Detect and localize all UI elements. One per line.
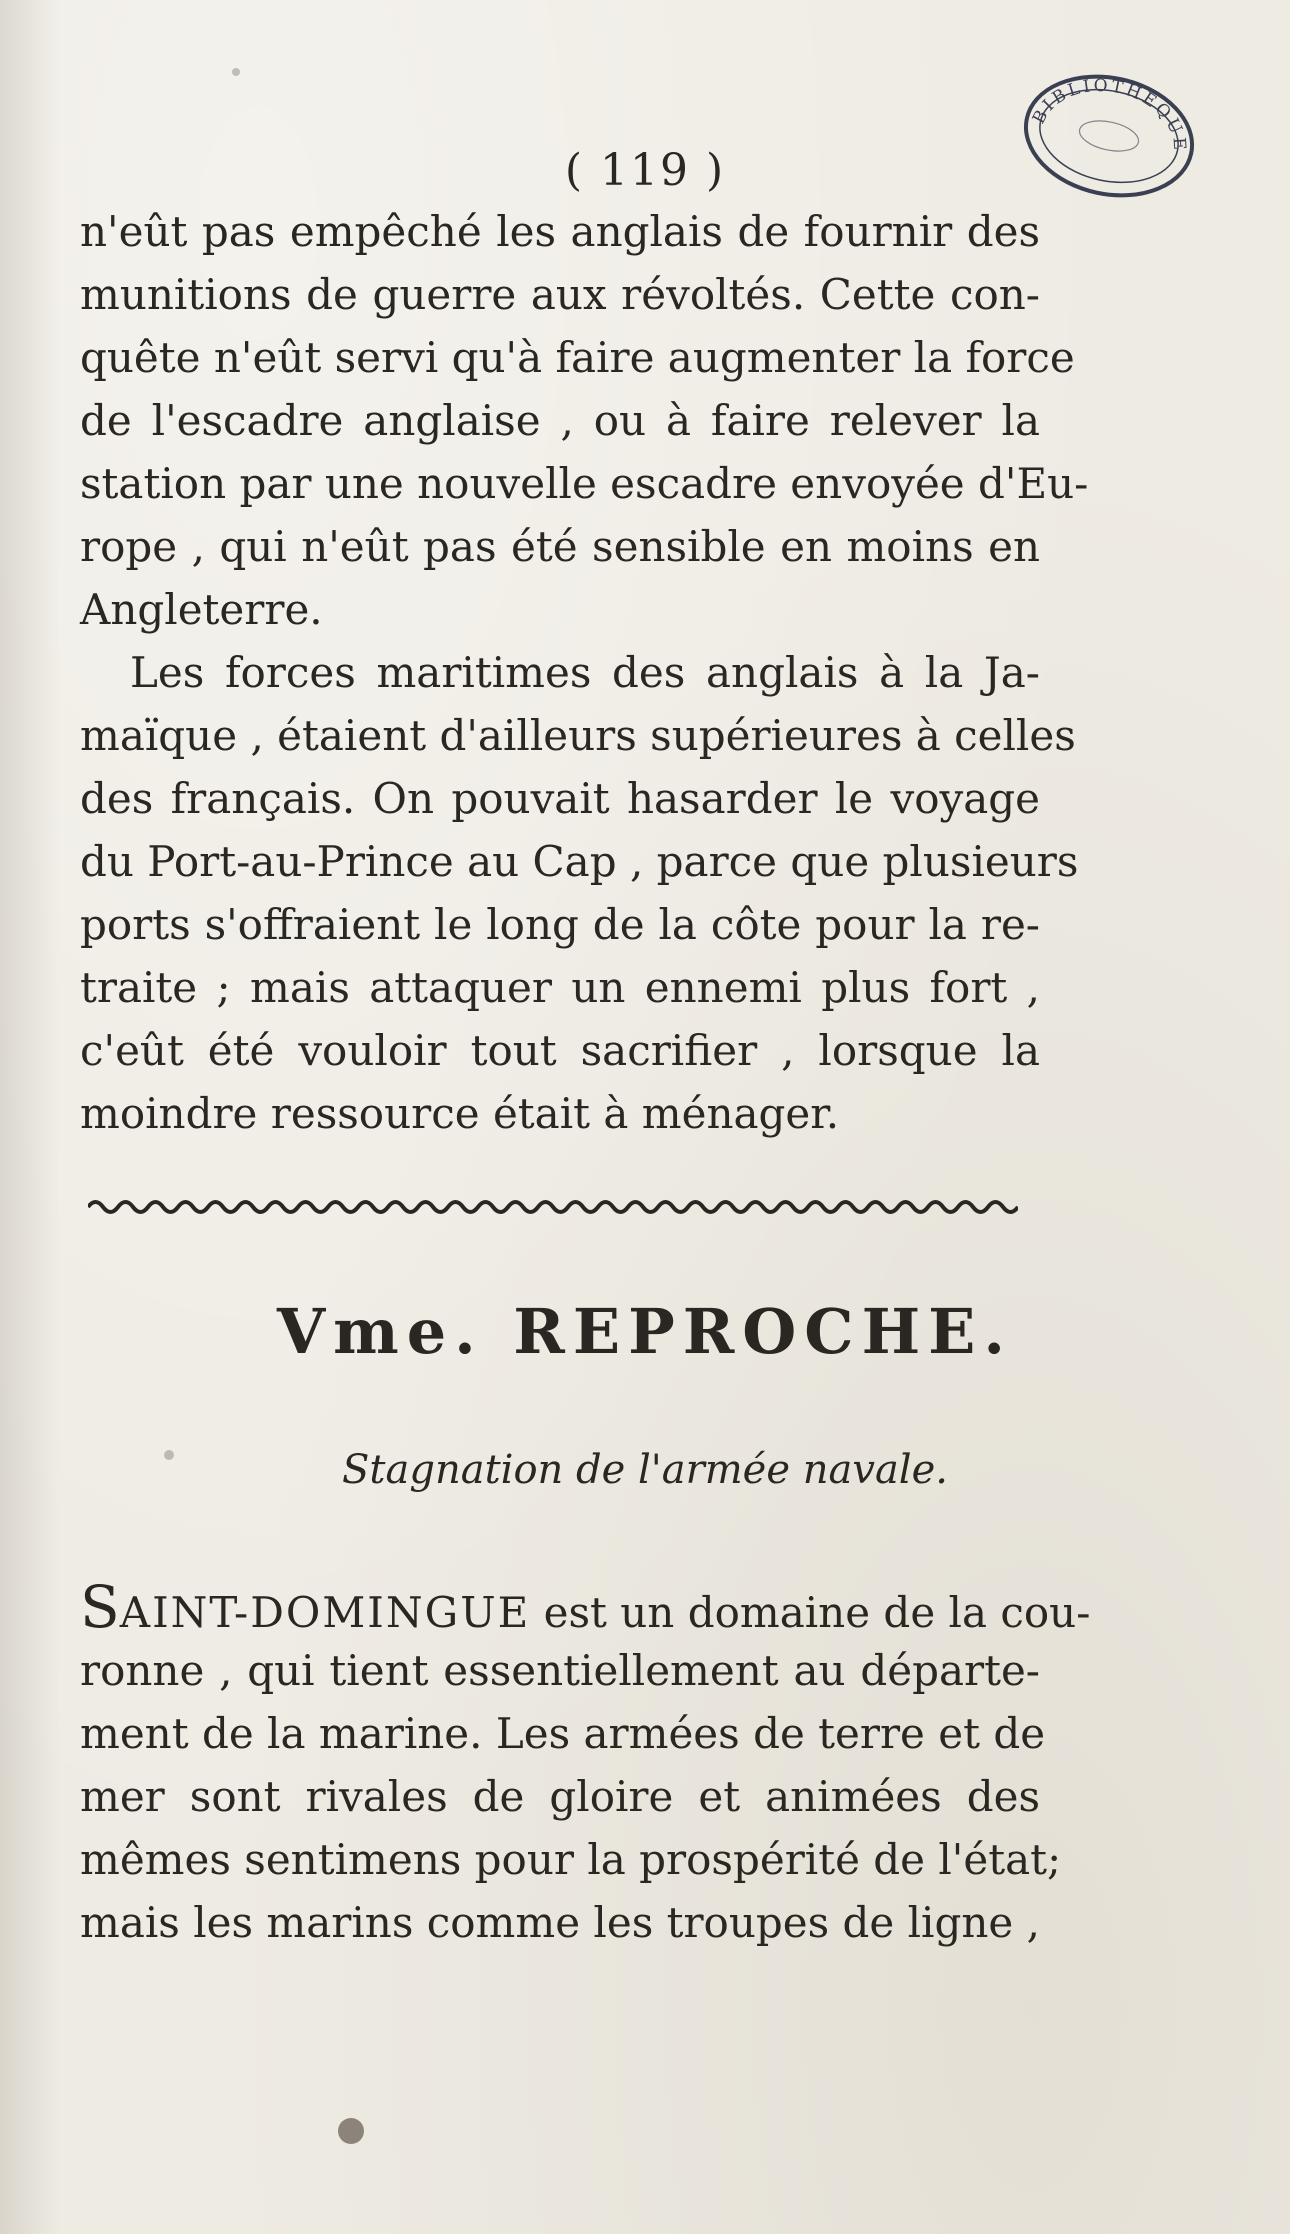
stamp-text: BIBLIOTHÈQUE [1028,75,1190,154]
text-line-first [80,1573,1091,1641]
text-line: quête n'eût servi qu'à faire augmenter la force [80,333,1075,382]
text-line: traite ; mais attaquer un ennemi plus fort , [80,963,1040,1012]
section-subtitle: Stagnation de l'armée navale. [342,1447,948,1493]
text-line: mer sont rivales de gloire et animées des [80,1772,1040,1821]
text-line: de l'escadre anglaise , ou à faire relever la [80,396,1040,445]
text-line: Les forces maritimes des anglais à la Ja- [130,648,1040,697]
drop-cap: S [80,1573,120,1641]
page-number: ( 119 ) [564,145,726,196]
text-line: station par une nouvelle escadre envoyée d'Eu- [80,459,1089,508]
paragraph-1 [80,200,1089,641]
text-line: du Port-au-Prince au Cap , parce que plusieurs [80,837,1079,886]
paper-spot [232,68,240,76]
line-rest: est un domaine de la cou- [530,1588,1091,1637]
text-line: maïque , étaient d'ailleurs supérieures à celles [80,711,1076,760]
ornament-rule [88,1195,1018,1219]
small-caps-word: AINT-DOMINGUE [119,1588,531,1637]
text-line: ports s'offraient le long de la côte pour la re- [80,900,1040,949]
text-line: n'eût pas empêché les anglais de fournir des [80,207,1040,256]
text-line: moindre ressource était à ménager. [80,1089,840,1138]
text-line: des français. On pouvait hasarder le voyage [80,774,1040,823]
text-line: ment de la marine. Les armées de terre et de [80,1709,1046,1758]
text-line: c'eût été vouloir tout sacrifier , lorsque la [80,1026,1040,1075]
paper-spot [338,2118,364,2144]
paragraph-2 [80,641,1079,1145]
text-line: munitions de guerre aux révoltés. Cette con- [80,270,1040,319]
section-heading: Vme. REPROCHE. [276,1295,1014,1368]
text-line: mais les marins comme les troupes de ligne , [80,1898,1040,1947]
text-line: mêmes sentimens pour la prospérité de l'état; [80,1835,1062,1884]
text-line: ronne , qui tient essentiellement au départe- [80,1646,1040,1695]
paragraph-3 [80,1573,1091,1954]
text-line: Angleterre. [80,585,323,634]
text-line: rope , qui n'eût pas été sensible en moins en [80,522,1040,571]
page-gutter-shadow [0,0,60,2234]
paper-spot [164,1450,174,1460]
